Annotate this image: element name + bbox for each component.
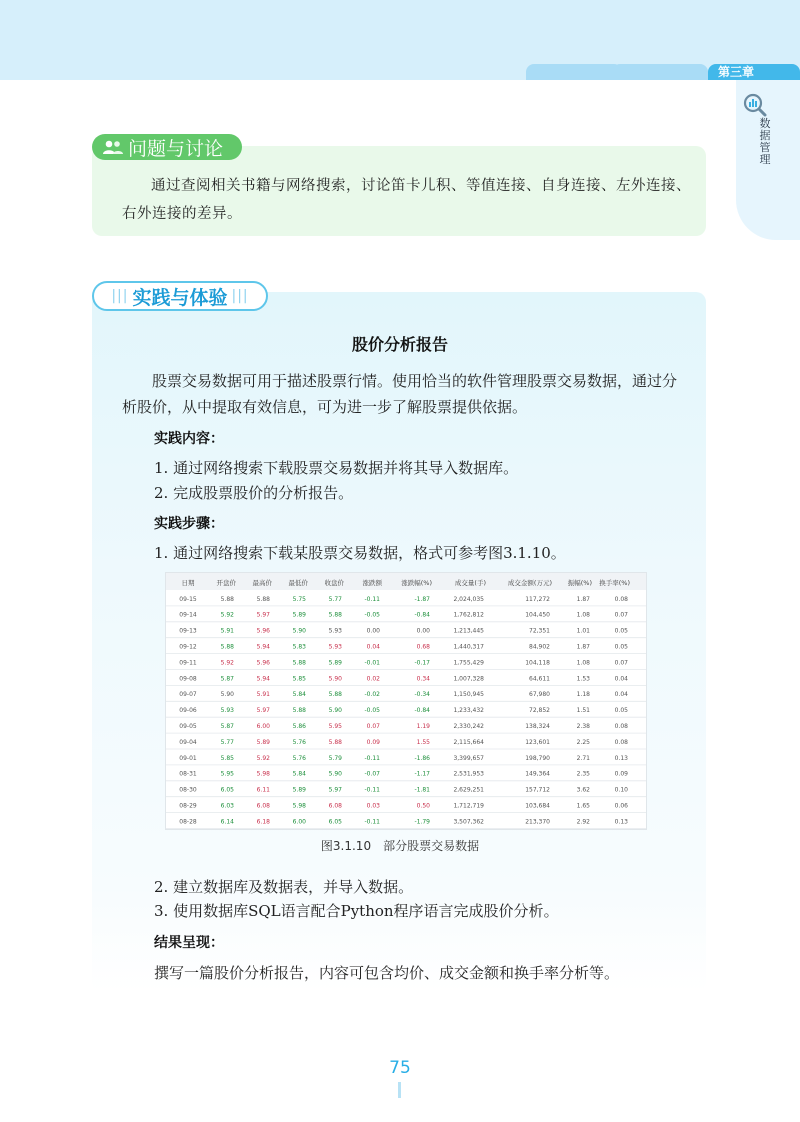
- table-cell: 6.14: [220, 818, 234, 826]
- table-cell: 0.06: [614, 802, 628, 810]
- table-cell: 0.03: [366, 802, 380, 810]
- table-cell: 09-13: [179, 627, 197, 635]
- table-cell: 1,755,429: [453, 659, 484, 667]
- table-cell: 1.18: [576, 691, 590, 699]
- table-cell: 5.97: [328, 786, 342, 794]
- table-cell: 0.13: [614, 818, 628, 826]
- table-cell: 2.25: [576, 738, 590, 746]
- table-cell: 117,272: [525, 595, 550, 603]
- table-cell: 0.09: [366, 738, 380, 746]
- table-cell: -0.05: [364, 707, 380, 715]
- table-cell: -0.11: [364, 595, 380, 603]
- table-cell: 0.07: [614, 659, 628, 667]
- table-header-cell: 最低价: [288, 579, 308, 587]
- step-2: 2. 建立数据库及数据表，并导入数据。: [154, 878, 414, 896]
- table-cell: 2,330,242: [453, 723, 484, 731]
- table-cell: 09-07: [179, 691, 197, 699]
- table-cell: 138,324: [525, 723, 550, 731]
- table-cell: 5.92: [220, 611, 234, 619]
- table-cell: 5.85: [220, 754, 234, 762]
- table-header-cell: 成交金额(万元): [507, 579, 552, 587]
- table-cell: 08-31: [179, 770, 197, 778]
- table-header-cell: 成交量(手): [454, 579, 486, 587]
- stock-data-figure: [165, 572, 647, 830]
- table-cell: 5.90: [328, 707, 342, 715]
- table-header-cell: 最高价: [252, 579, 272, 587]
- table-cell: -1.17: [414, 770, 430, 778]
- page-number: 75: [389, 1058, 411, 1078]
- table-cell: -0.34: [414, 691, 430, 699]
- table-cell: 5.89: [256, 738, 270, 746]
- table-cell: 0.13: [614, 754, 628, 762]
- table-cell: 6.00: [292, 818, 306, 826]
- table-cell: 6.18: [256, 818, 270, 826]
- table-cell: 6.00: [256, 723, 270, 731]
- table-cell: 5.89: [328, 659, 342, 667]
- table-cell: 5.87: [220, 675, 234, 683]
- table-cell: 1.55: [416, 738, 430, 746]
- table-cell: 2.71: [576, 754, 590, 762]
- table-cell: 5.88: [328, 691, 342, 699]
- table-cell: -0.11: [364, 786, 380, 794]
- table-cell: 5.93: [328, 627, 342, 635]
- table-cell: 0.04: [614, 691, 628, 699]
- table-cell: 0.07: [366, 723, 380, 731]
- table-cell: 1.08: [576, 659, 590, 667]
- table-header-cell: 收盘价: [324, 579, 344, 587]
- table-cell: -1.87: [414, 595, 430, 603]
- table-cell: 1.65: [576, 802, 590, 810]
- table-cell: 0.68: [416, 643, 430, 651]
- table-cell: 5.76: [292, 738, 306, 746]
- table-cell: 5.88: [220, 595, 234, 603]
- table-cell: 5.96: [256, 659, 270, 667]
- table-cell: 5.75: [292, 595, 306, 603]
- table-cell: 5.95: [328, 723, 342, 731]
- table-cell: 123,601: [525, 738, 550, 746]
- table-cell: 5.88: [256, 595, 270, 603]
- table-cell: 1.53: [576, 675, 590, 683]
- content-item-2: 2. 完成股票股价的分析报告。: [154, 484, 354, 502]
- table-cell: 6.05: [220, 786, 234, 794]
- table-cell: 5.97: [256, 707, 270, 715]
- table-cell: 1,440,317: [453, 643, 484, 651]
- table-cell: 1.51: [576, 707, 590, 715]
- practice-intro: 股票交易数据可用于描述股票行情。使用恰当的软件管理股票交易数据，通过分析股价，从中提取有效信息，可为进一步了解股票提供依据。: [122, 372, 678, 416]
- table-cell: 5.84: [292, 770, 306, 778]
- table-cell: -0.84: [414, 611, 430, 619]
- table-cell: 08-28: [179, 818, 197, 826]
- table-cell: 5.91: [256, 691, 270, 699]
- table-cell: 0.05: [614, 707, 628, 715]
- table-cell: -0.05: [364, 611, 380, 619]
- table-cell: 09-12: [179, 643, 197, 651]
- table-cell: 5.88: [328, 611, 342, 619]
- table-cell: 5.86: [292, 723, 306, 731]
- content-heading: 实践内容：: [154, 431, 224, 447]
- table-cell: 5.77: [220, 738, 234, 746]
- table-cell: 3.62: [576, 786, 590, 794]
- table-cell: 0.08: [614, 738, 628, 746]
- table-cell: -0.02: [364, 691, 380, 699]
- table-cell: 84,902: [529, 643, 550, 651]
- table-cell: -0.17: [414, 659, 430, 667]
- table-cell: 1.01: [576, 627, 590, 635]
- table-cell: 5.89: [292, 611, 306, 619]
- table-cell: 1,213,445: [453, 627, 484, 635]
- table-cell: 103,684: [525, 802, 550, 810]
- table-cell: 1,150,945: [453, 691, 484, 699]
- table-header-cell: 涨跌幅(%): [401, 579, 432, 587]
- table-cell: 2,115,664: [453, 738, 484, 746]
- table-cell: 198,790: [525, 754, 550, 762]
- table-cell: 6.08: [256, 802, 270, 810]
- table-cell: 149,364: [525, 770, 550, 778]
- table-cell: 5.76: [292, 754, 306, 762]
- discussion-heading: [92, 134, 242, 160]
- table-cell: 5.94: [256, 675, 270, 683]
- steps-heading: 实践步骤：: [154, 516, 224, 532]
- table-cell: 08-30: [179, 786, 197, 794]
- step-1: 1. 通过网络搜索下载某股票交易数据，格式可参考图3.1.10。: [154, 544, 566, 562]
- table-cell: 72,852: [529, 707, 550, 715]
- table-cell: 1.87: [576, 643, 590, 651]
- discussion-title: 问题与讨论: [128, 137, 224, 160]
- table-cell: 08-29: [179, 802, 197, 810]
- table-cell: 2,629,251: [453, 786, 484, 794]
- table-header-cell: 开盘价: [216, 579, 236, 587]
- table-cell: 2,531,953: [453, 770, 484, 778]
- practice-heading: [92, 281, 268, 311]
- table-cell: 5.97: [256, 611, 270, 619]
- table-cell: 5.79: [328, 754, 342, 762]
- table-cell: 5.98: [256, 770, 270, 778]
- stock-data-table: [166, 573, 646, 829]
- table-cell: 5.90: [328, 770, 342, 778]
- table-cell: 0.09: [614, 770, 628, 778]
- table-cell: 09-01: [179, 754, 197, 762]
- bars-decor-icon: |||: [111, 288, 129, 304]
- table-cell: 72,351: [529, 627, 550, 635]
- table-cell: -0.07: [364, 770, 380, 778]
- table-cell: 0.34: [416, 675, 430, 683]
- table-cell: 5.94: [256, 643, 270, 651]
- table-cell: 2,024,035: [453, 595, 484, 603]
- table-cell: 6.08: [328, 802, 342, 810]
- table-cell: 5.92: [220, 659, 234, 667]
- table-cell: 0.02: [366, 675, 380, 683]
- table-cell: 0.00: [366, 627, 380, 635]
- table-header-cell: 日期: [181, 579, 195, 587]
- table-cell: 213,370: [525, 818, 550, 826]
- side-section-label: 数据管理: [759, 117, 771, 166]
- chapter-tab-decor-1: [526, 64, 622, 80]
- table-cell: 5.85: [292, 675, 306, 683]
- table-cell: 1,712,719: [453, 802, 484, 810]
- table-cell: 0.10: [614, 786, 628, 794]
- table-header-cell: 换手率(%): [599, 579, 630, 587]
- table-cell: 5.90: [292, 627, 306, 635]
- table-cell: 2.35: [576, 770, 590, 778]
- table-cell: 09-04: [179, 738, 197, 746]
- table-cell: 09-05: [179, 723, 197, 731]
- table-cell: 64,611: [529, 675, 550, 683]
- table-cell: 5.88: [292, 659, 306, 667]
- table-cell: 0.08: [614, 723, 628, 731]
- table-cell: 5.87: [220, 723, 234, 731]
- table-cell: 1.19: [416, 723, 430, 731]
- table-cell: 6.11: [256, 786, 270, 794]
- table-cell: 5.95: [220, 770, 234, 778]
- table-cell: 5.93: [328, 643, 342, 651]
- table-cell: 0.05: [614, 643, 628, 651]
- bars-decor-icon: |||: [231, 288, 249, 304]
- discussion-text: 通过查阅相关书籍与网络搜索，讨论笛卡儿积、等值连接、自身连接、左外连接、右外连接的差异。: [122, 178, 691, 222]
- table-header-cell: 振幅(%): [567, 579, 592, 587]
- table-cell: 09-11: [179, 659, 197, 667]
- people-icon: [102, 139, 124, 155]
- table-cell: -1.81: [414, 786, 430, 794]
- table-cell: -1.86: [414, 754, 430, 762]
- table-cell: -0.11: [364, 754, 380, 762]
- table-cell: 6.03: [220, 802, 234, 810]
- table-cell: -0.11: [364, 818, 380, 826]
- table-cell: 5.96: [256, 627, 270, 635]
- table-cell: 6.05: [328, 818, 342, 826]
- table-cell: 5.83: [292, 643, 306, 651]
- table-cell: 0.50: [416, 802, 430, 810]
- table-cell: -1.79: [414, 818, 430, 826]
- table-cell: 0.05: [614, 627, 628, 635]
- table-cell: 1.87: [576, 595, 590, 603]
- table-cell: 5.91: [220, 627, 234, 635]
- table-cell: 67,980: [529, 691, 550, 699]
- table-cell: 1.08: [576, 611, 590, 619]
- table-cell: 2.92: [576, 818, 590, 826]
- table-cell: 0.04: [366, 643, 380, 651]
- page-number-rule: [398, 1082, 401, 1098]
- table-cell: 5.77: [328, 595, 342, 603]
- table-cell: -0.01: [364, 659, 380, 667]
- table-cell: 09-15: [179, 595, 197, 603]
- table-cell: 5.90: [220, 691, 234, 699]
- figure-caption: 图3.1.10 部分股票交易数据: [320, 839, 480, 853]
- table-cell: 3,399,657: [453, 754, 484, 762]
- table-cell: 5.88: [220, 643, 234, 651]
- table-cell: 5.89: [292, 786, 306, 794]
- chapter-tab-decor-2: [612, 64, 708, 80]
- table-header-cell: 涨跌额: [362, 579, 382, 587]
- table-cell: 2.38: [576, 723, 590, 731]
- table-cell: 5.88: [292, 707, 306, 715]
- table-cell: 09-14: [179, 611, 197, 619]
- table-cell: 157,712: [525, 786, 550, 794]
- table-cell: 3,507,362: [453, 818, 484, 826]
- table-cell: 09-08: [179, 675, 197, 683]
- table-cell: 0.07: [614, 611, 628, 619]
- table-cell: 5.90: [328, 675, 342, 683]
- step-3: 3. 使用数据库SQL语言配合Python程序语言完成股价分析。: [154, 902, 559, 920]
- table-cell: -0.84: [414, 707, 430, 715]
- table-cell: 5.98: [292, 802, 306, 810]
- table-cell: 5.84: [292, 691, 306, 699]
- table-cell: 0.08: [614, 595, 628, 603]
- table-cell: 0.00: [416, 627, 430, 635]
- result-text: 撰写一篇股价分析报告，内容可包含均价、成交金额和换手率分析等。: [154, 964, 620, 982]
- result-heading: 结果呈现：: [154, 935, 224, 951]
- report-title: 股价分析报告: [351, 335, 448, 354]
- chapter-label: 第三章: [708, 64, 800, 80]
- table-cell: 5.93: [220, 707, 234, 715]
- table-cell: 0.04: [614, 675, 628, 683]
- table-cell: 5.92: [256, 754, 270, 762]
- content-item-1: 1. 通过网络搜索下载股票交易数据并将其导入数据库。: [154, 459, 519, 477]
- table-cell: 1,233,432: [453, 707, 484, 715]
- table-cell: 104,450: [525, 611, 550, 619]
- practice-title: 实践与体验: [132, 286, 228, 309]
- table-cell: 104,118: [525, 659, 550, 667]
- table-cell: 09-06: [179, 707, 197, 715]
- table-cell: 5.88: [328, 738, 342, 746]
- table-cell: 1,007,328: [453, 675, 484, 683]
- table-cell: 1,762,812: [453, 611, 484, 619]
